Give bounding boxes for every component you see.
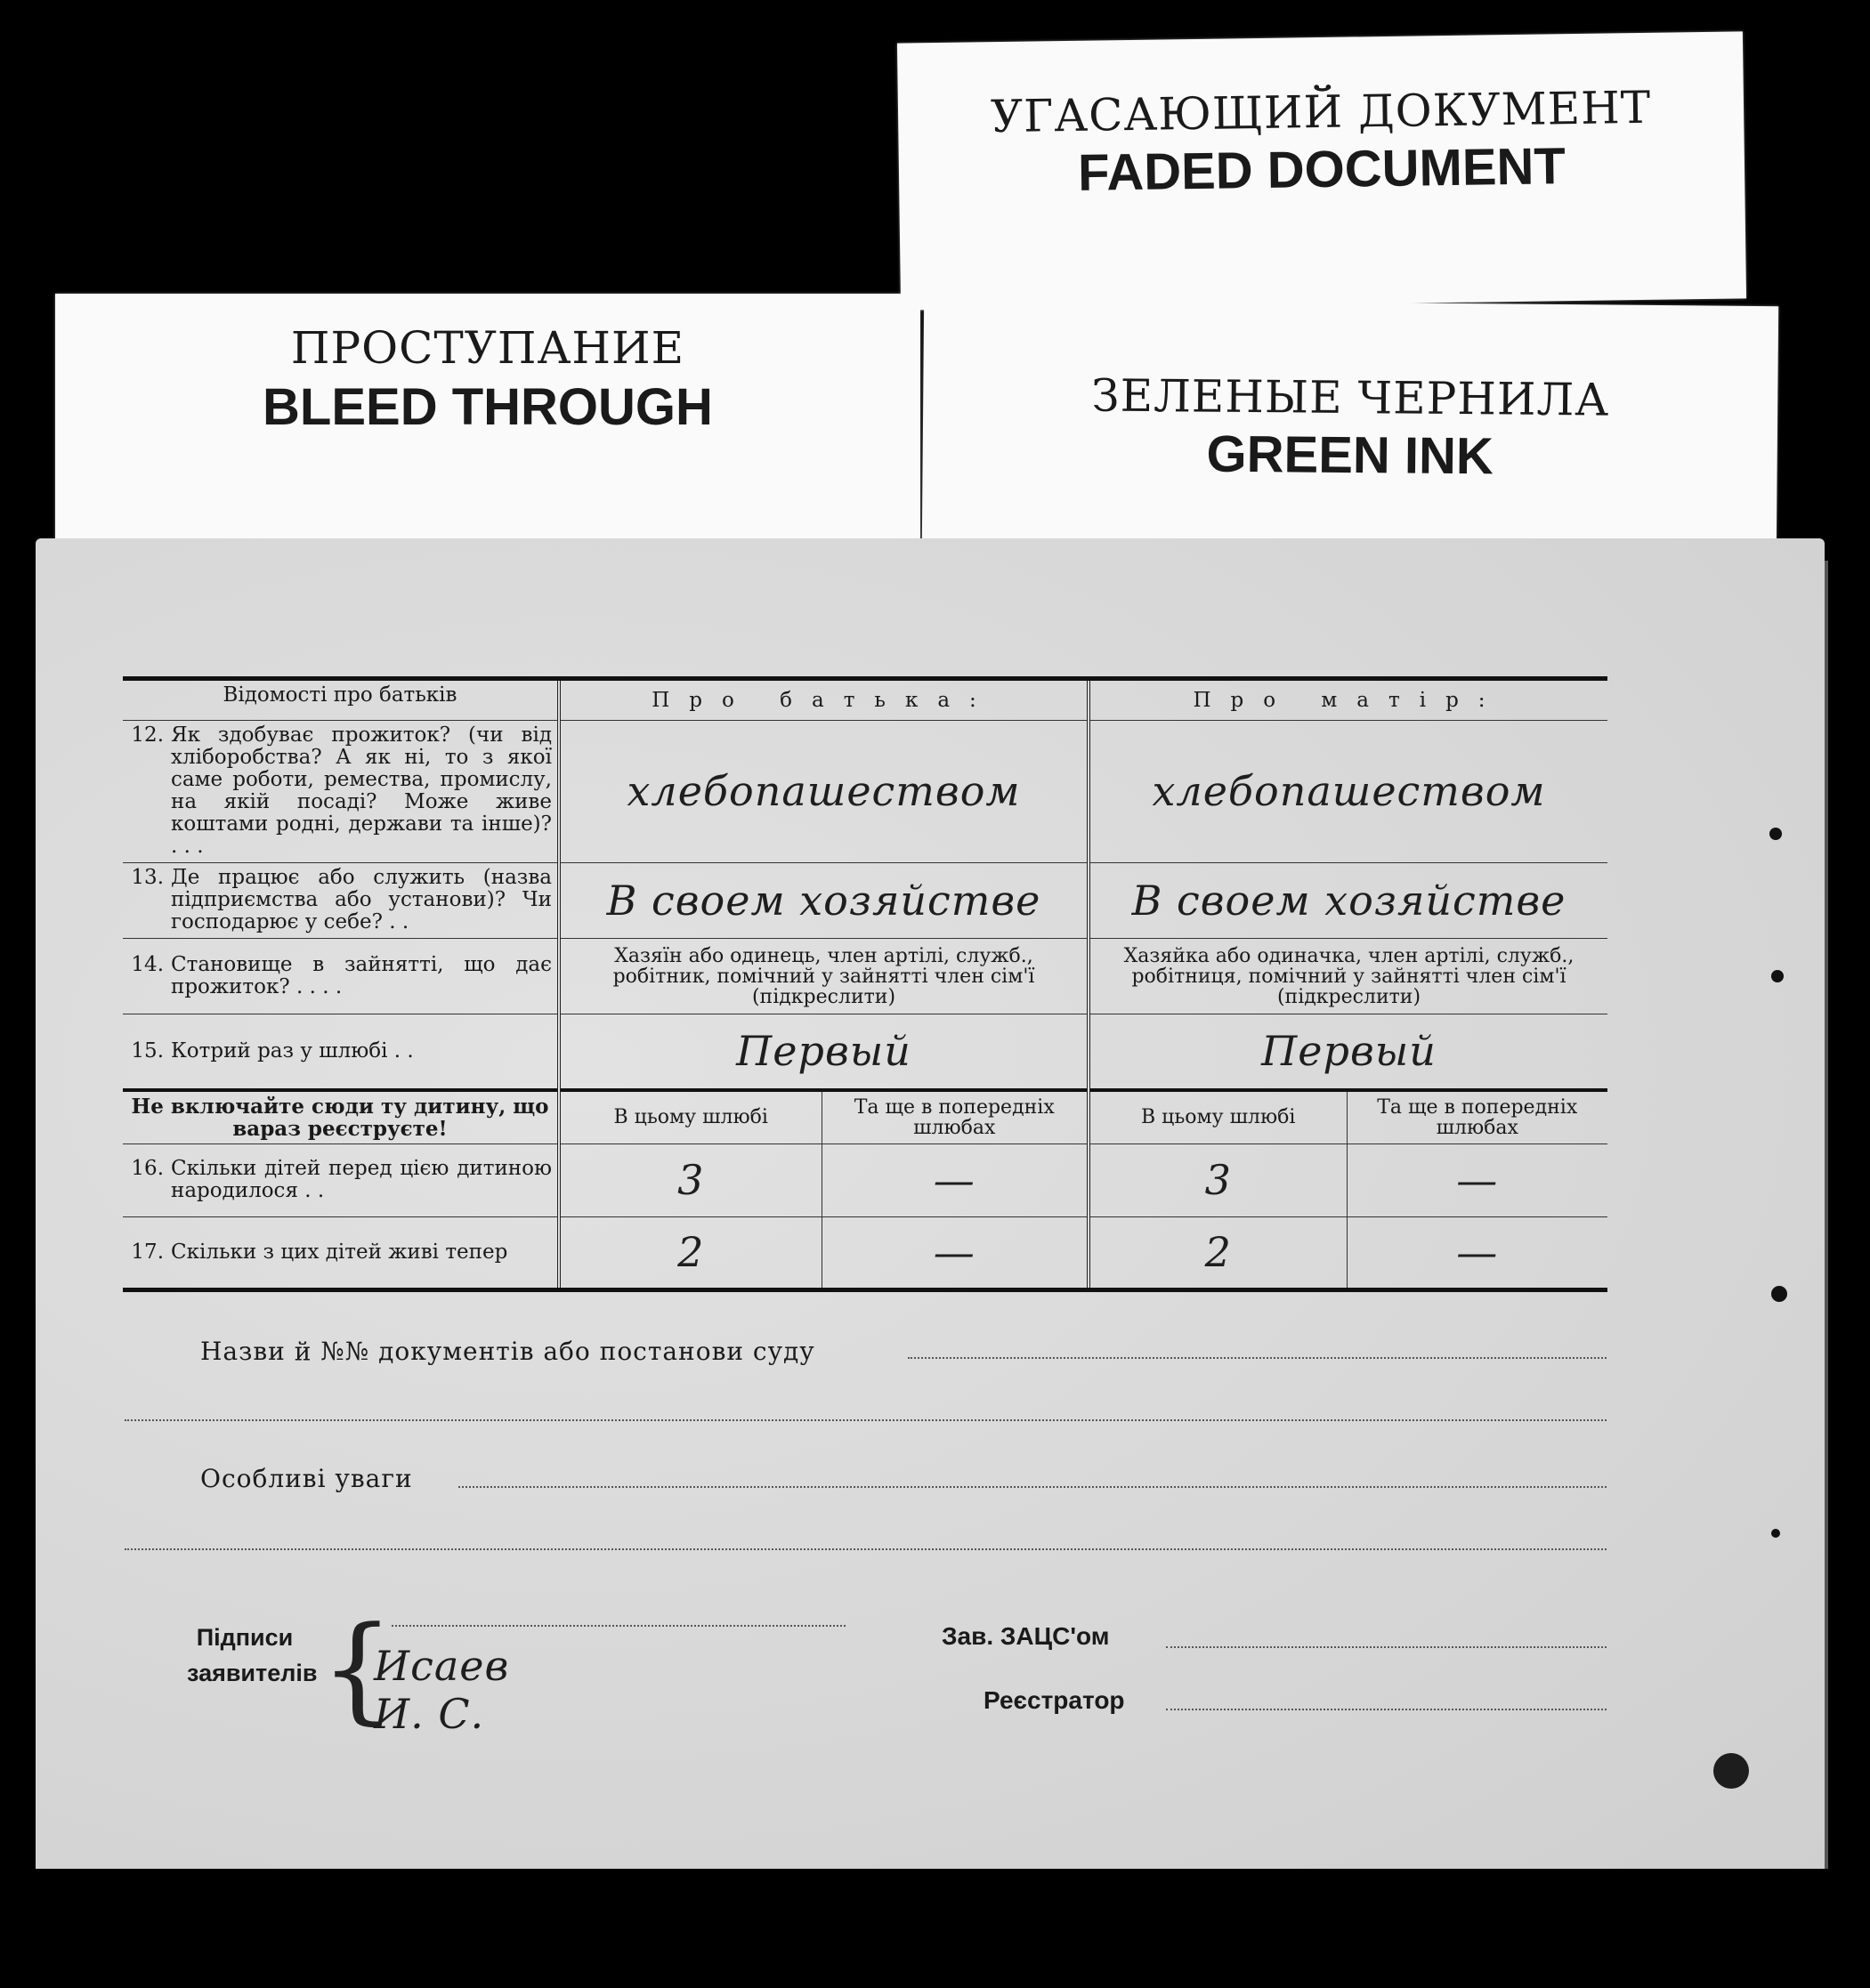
remarks-dotted-line — [458, 1486, 1607, 1488]
q15-father-answer: Первый — [559, 1014, 1089, 1090]
faded-document-label — [897, 31, 1746, 310]
table-header-row — [123, 679, 1607, 721]
q16-text: Скільки дітей перед цією дитиною народилося . . — [171, 1157, 552, 1202]
documents-dotted-line-2 — [125, 1419, 1607, 1421]
q15-cell — [123, 1014, 559, 1090]
q16-mother-this: 3 — [1089, 1144, 1347, 1216]
q17-cell — [123, 1216, 559, 1289]
remarks-label: Особливі уваги — [200, 1464, 413, 1493]
q17-mother-prev: — — [1347, 1216, 1607, 1289]
table-row — [123, 1144, 1607, 1216]
table-row — [123, 939, 1607, 1014]
header-parents: Відомості про батьків — [123, 679, 559, 721]
faded-label-ru: УГАСАЮЩИЙ ДОКУМЕНТ — [990, 81, 1652, 143]
binding-hole — [1771, 1286, 1787, 1302]
binding-hole — [1771, 1529, 1780, 1538]
registrar-label: Реєстратор — [984, 1686, 1125, 1714]
signatures-label-line1: Підписи — [196, 1624, 294, 1651]
q17-num: 17. — [131, 1240, 164, 1264]
bleed-label-en: BLEED THROUGH — [263, 378, 713, 436]
green-label-ru: ЗЕЛЕНЫЕ ЧЕРНИЛА — [1091, 369, 1610, 426]
q12-num: 12. — [131, 723, 164, 747]
head-zags-label: Зав. ЗАЦС'ом — [942, 1622, 1110, 1650]
q14-text: Становище в зайнятті, що дає прожиток? . . . . — [171, 953, 552, 998]
q14-mother-answer: Хазяйка або одиначка, член артілі, служб., робітниця, помічний у зайнятті член сім'ї (підкреслити) — [1089, 939, 1607, 1014]
applicant-signature-line — [392, 1625, 846, 1627]
q16-mother-prev: — — [1347, 1144, 1607, 1216]
signatures-label-line2: заявителів — [187, 1660, 318, 1686]
q17-father-this: 2 — [559, 1216, 822, 1289]
table-subheader-row — [123, 1090, 1607, 1144]
subheader-mother-prev: Та ще в попередніх шлюбах — [1347, 1090, 1607, 1144]
bleed-label-ru: ПРОСТУПАНИЕ — [290, 322, 685, 374]
q13-mother-answer: В своем хозяйстве — [1089, 863, 1607, 939]
q15-num: 15. — [131, 1038, 164, 1063]
q16-cell — [123, 1144, 559, 1216]
table-row — [123, 863, 1607, 939]
q13-cell — [123, 863, 559, 939]
documents-dotted-line — [908, 1357, 1607, 1359]
brace-icon: { — [320, 1601, 394, 1736]
q17-father-prev: — — [822, 1216, 1089, 1289]
applicant-signature: Исаев И. С. — [374, 1642, 510, 1738]
documents-label: Назви й №№ документів або постанови суду — [200, 1337, 815, 1366]
registration-card — [36, 538, 1825, 1869]
q12-mother-answer: хлебопашеством — [1089, 721, 1607, 863]
q14-father-answer: Хазяїн або одинець, член артілі, служб., робітник, помічний у зайнятті член сім'ї (підкреслити) — [559, 939, 1089, 1014]
head-zags-line — [1166, 1646, 1607, 1648]
q12-cell — [123, 721, 559, 863]
q17-mother-this: 2 — [1089, 1216, 1347, 1289]
header-mother: Про матір: — [1089, 679, 1607, 721]
table-row — [123, 1216, 1607, 1289]
green-label-en: GREEN INK — [1206, 424, 1494, 486]
q14-cell — [123, 939, 559, 1014]
signatures-label — [187, 1620, 318, 1691]
binding-hole — [1771, 970, 1784, 982]
q13-text: Де працює або служить (назва підприємства або установи)? Чи господарює у себе? . . — [171, 866, 552, 933]
header-father: Про батька: — [559, 679, 1089, 721]
subheader-father-this: В цьому шлюбі — [559, 1090, 822, 1144]
q16-father-prev: — — [822, 1144, 1089, 1216]
table-row — [123, 721, 1607, 863]
q12-text: Як здобуває прожиток? (чи від хліборобства? А як ні, то з якої саме роботи, ремества, промислу, на якій посаді? Може живе коштами родні, держави та інше)? . . . — [171, 723, 552, 858]
q15-text: Котрий раз у шлюбі . . — [171, 1038, 414, 1063]
subheader-mother-this: В цьому шлюбі — [1089, 1090, 1347, 1144]
faded-label-en: FADED DOCUMENT — [1077, 137, 1566, 202]
bleed-through-label — [55, 294, 920, 547]
registrar-line — [1166, 1709, 1607, 1710]
q15-mother-answer: Первый — [1089, 1014, 1607, 1090]
green-ink-label — [922, 299, 1778, 551]
q16-father-this: 3 — [559, 1144, 822, 1216]
subheader-note: Не включайте сюди ту дитину, що вараз реєструєте! — [123, 1090, 559, 1144]
binding-hole — [1769, 828, 1782, 840]
q13-father-answer: В своем хозяйстве — [559, 863, 1089, 939]
q12-father-answer: хлебопашеством — [559, 721, 1089, 863]
parents-info-table — [123, 676, 1607, 1292]
q16-num: 16. — [131, 1157, 164, 1180]
subheader-father-prev: Та ще в попередніх шлюбах — [822, 1090, 1089, 1144]
table-row — [123, 1014, 1607, 1090]
remarks-dotted-line-2 — [125, 1548, 1607, 1550]
q13-num: 13. — [131, 866, 164, 889]
q17-text: Скільки з цих дітей живі тепер — [171, 1240, 508, 1264]
q14-num: 14. — [131, 953, 164, 976]
binding-hole — [1713, 1753, 1749, 1789]
